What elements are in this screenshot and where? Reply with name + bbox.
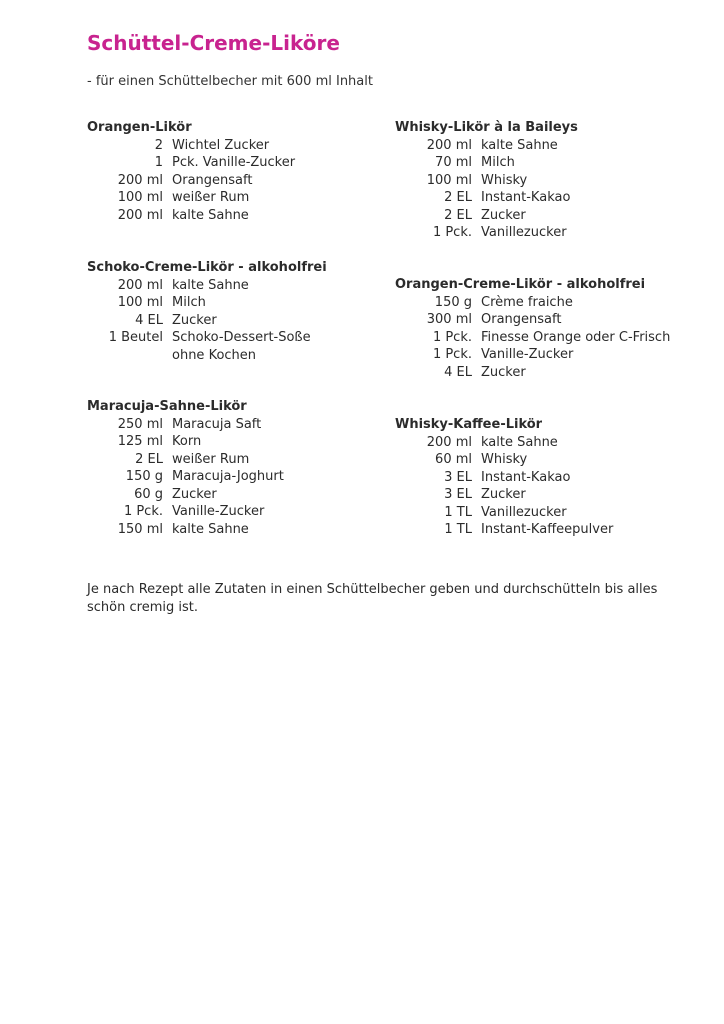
ingredient-name: kalte Sahne — [172, 521, 249, 537]
ingredient-quantity: 200 ml — [117, 277, 163, 293]
ingredient-quantity: 300 ml — [426, 312, 472, 327]
ingredient-name: Milch — [481, 155, 515, 170]
ingredient-name: Korn — [172, 434, 202, 449]
ingredient-name: Instant-Kaffeepulver — [481, 522, 614, 537]
recipe-block — [87, 119, 407, 224]
ingredient-row — [395, 346, 715, 364]
ingredient-name: kalte Sahne — [481, 137, 558, 153]
ingredient-quantity: 2 — [154, 137, 163, 153]
ingredient-quantity: 200 ml — [426, 434, 472, 450]
ingredient-quantity: 250 ml — [117, 416, 163, 432]
ingredient-row — [395, 521, 715, 539]
recipe-title: Orangen-Likör — [87, 120, 192, 135]
ingredient-row — [395, 486, 715, 504]
ingredient-name: Zucker — [481, 364, 526, 380]
ingredient-quantity: 3 EL — [444, 487, 472, 502]
ingredient-row — [87, 277, 407, 295]
ingredient-row — [87, 207, 407, 225]
ingredient-quantity: 200 ml — [426, 137, 472, 153]
ingredient-row — [395, 224, 715, 242]
ingredient-row — [395, 207, 715, 225]
recipe-title: Maracuja-Sahne-Likör — [87, 399, 247, 414]
ingredient-quantity: 100 ml — [117, 190, 163, 205]
ingredient-row — [87, 312, 407, 330]
ingredient-name: Maracuja Saft — [172, 416, 262, 432]
ingredient-quantity: 150 ml — [117, 521, 163, 537]
ingredient-name: Vanillezucker — [481, 504, 567, 520]
ingredient-row — [87, 451, 407, 469]
ingredient-name: Instant-Kakao — [481, 190, 571, 205]
ingredient-quantity: 1 Pck. — [432, 347, 472, 362]
ingredient-quantity: 1 TL — [444, 522, 472, 537]
ingredient-quantity: 1 — [154, 155, 163, 170]
ingredient-quantity: 1 Beutel — [108, 330, 163, 345]
ingredient-row — [87, 347, 407, 365]
ingredient-quantity: 150 g — [434, 294, 472, 310]
ingredient-quantity: 1 Pck. — [432, 225, 472, 240]
ingredient-name: ohne Kochen — [172, 347, 257, 363]
ingredient-name: Finesse Orange oder C-Frisch — [481, 329, 671, 345]
ingredient-row — [395, 451, 715, 469]
ingredient-row — [395, 469, 715, 487]
recipe-title: Whisky-Likör à la Baileys — [395, 120, 578, 135]
ingredient-quantity: 2 EL — [444, 190, 472, 205]
ingredient-quantity: 4 EL — [444, 364, 472, 380]
ingredient-name: Orangensaft — [481, 312, 562, 327]
ingredient-name: Zucker — [481, 487, 526, 502]
recipe-title: Schoko-Creme-Likör - alkoholfrei — [87, 260, 327, 275]
ingredient-name: weißer Rum — [172, 451, 250, 467]
ingredient-row — [395, 311, 715, 329]
recipe-block — [395, 119, 715, 242]
recipe-block — [395, 276, 715, 381]
ingredient-quantity: 2 EL — [135, 451, 163, 467]
ingredient-quantity: 200 ml — [117, 172, 163, 188]
ingredient-row — [395, 434, 715, 452]
ingredient-quantity: 4 EL — [135, 312, 163, 328]
ingredient-quantity: 1 Pck. — [432, 329, 472, 345]
ingredient-row — [87, 521, 407, 539]
ingredient-name: Milch — [172, 295, 206, 310]
recipe-block — [395, 416, 715, 539]
ingredient-row — [87, 294, 407, 312]
ingredient-name: Maracuja-Joghurt — [172, 469, 284, 484]
ingredient-quantity: 200 ml — [117, 207, 163, 223]
ingredient-row — [395, 189, 715, 207]
ingredient-quantity: 60 ml — [435, 452, 472, 467]
page-title: Schüttel-Creme-Liköre — [87, 31, 340, 55]
ingredient-row — [87, 503, 407, 521]
closing-instructions: Je nach Rezept alle Zutaten in einen Schüttelbecher geben und durchschütteln bis alles schön cremig ist. — [87, 582, 658, 615]
ingredient-name: Vanille-Zucker — [481, 347, 574, 362]
ingredient-row — [87, 433, 407, 451]
ingredient-row — [87, 137, 407, 155]
ingredient-name: Pck. Vanille-Zucker — [172, 155, 296, 170]
ingredient-quantity — [87, 347, 163, 365]
recipe-block — [87, 259, 407, 364]
ingredient-name: Orangensaft — [172, 172, 253, 188]
ingredient-row — [87, 486, 407, 504]
ingredient-quantity: 70 ml — [435, 155, 472, 170]
ingredient-row — [395, 137, 715, 155]
ingredient-quantity: 125 ml — [117, 434, 163, 449]
ingredient-quantity: 100 ml — [426, 172, 472, 188]
recipe-block — [87, 398, 407, 538]
ingredient-row — [395, 294, 715, 312]
ingredient-row — [87, 329, 407, 347]
ingredient-name: Vanillezucker — [481, 225, 567, 240]
ingredient-name: Zucker — [481, 207, 526, 223]
ingredient-name: Whisky — [481, 452, 528, 467]
ingredient-name: kalte Sahne — [172, 207, 249, 223]
ingredient-row — [395, 329, 715, 347]
ingredient-quantity: 60 g — [134, 486, 163, 502]
recipe-title: Orangen-Creme-Likör - alkoholfrei — [395, 277, 646, 292]
ingredient-row — [87, 172, 407, 190]
ingredient-row — [395, 154, 715, 172]
ingredient-row — [395, 504, 715, 522]
ingredient-name: Instant-Kakao — [481, 469, 571, 485]
ingredient-name: kalte Sahne — [172, 277, 249, 293]
ingredient-quantity: 2 EL — [444, 207, 472, 223]
ingredient-quantity: 1 Pck. — [123, 504, 163, 519]
ingredient-name: Schoko-Dessert-Soße — [172, 330, 311, 345]
ingredient-row — [395, 364, 715, 382]
ingredient-quantity: 1 TL — [444, 504, 472, 520]
ingredient-name: Vanille-Zucker — [172, 504, 265, 519]
ingredient-row — [87, 416, 407, 434]
ingredient-quantity: 150 g — [125, 469, 163, 484]
ingredient-name: weißer Rum — [172, 190, 250, 205]
ingredient-name: Zucker — [172, 486, 217, 502]
ingredient-quantity: 3 EL — [444, 469, 472, 485]
ingredient-name: Wichtel Zucker — [172, 137, 270, 153]
ingredient-name: Zucker — [172, 312, 217, 328]
ingredient-row — [87, 189, 407, 207]
ingredient-row — [87, 468, 407, 486]
ingredient-name: Crème fraiche — [481, 294, 573, 310]
ingredient-row — [395, 172, 715, 190]
ingredient-row — [87, 154, 407, 172]
recipe-title: Whisky-Kaffee-Likör — [395, 417, 543, 432]
ingredient-name: Whisky — [481, 172, 528, 188]
ingredient-quantity: 100 ml — [117, 295, 163, 310]
page-subtitle: - für einen Schüttelbecher mit 600 ml Inhalt — [87, 74, 373, 89]
ingredient-name: kalte Sahne — [481, 434, 558, 450]
